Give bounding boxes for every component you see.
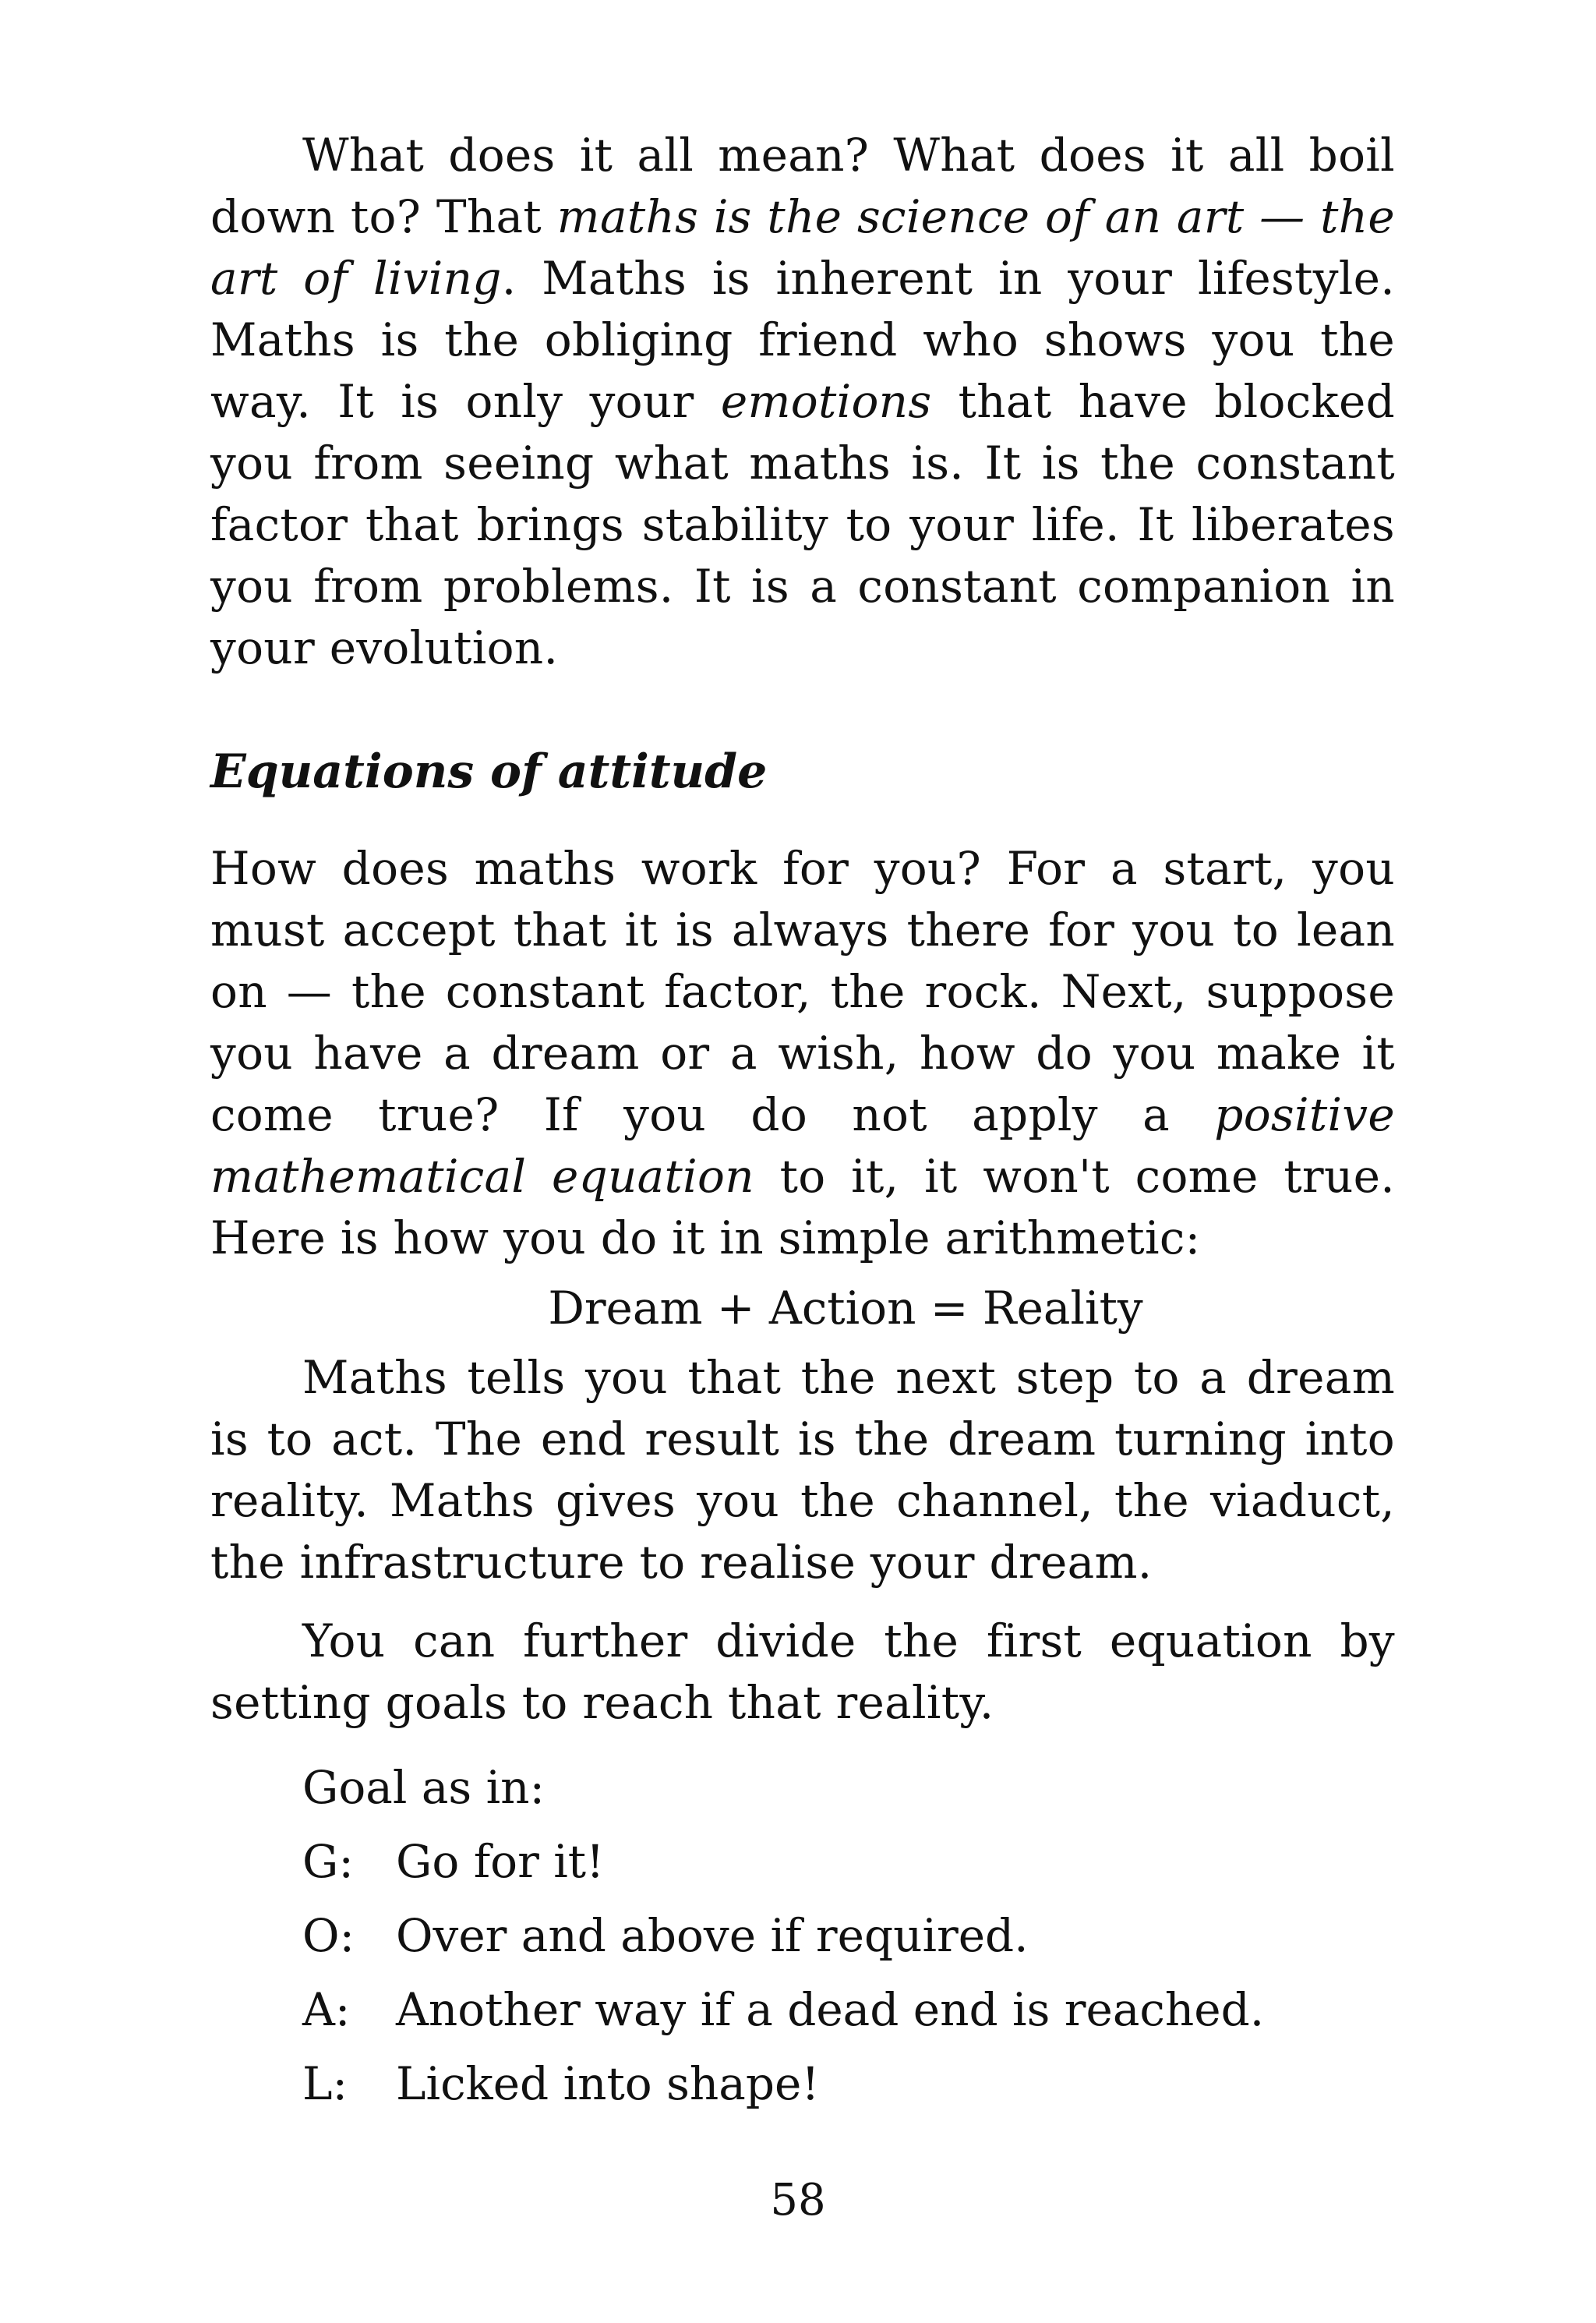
section-paragraph-3: You can further divide the first equation by setting goals to reach that reality. — [210, 1614, 1395, 1729]
p1-text-b: to it, it won't come true. Here is how you do it in simple arithmetic: — [210, 1150, 1395, 1264]
goal-letter: A: — [302, 1983, 351, 2036]
intro-text-3: that have blocked you from seeing what maths is. It is the constant factor that brings stability to your life. It liberates you from problems. It is a constant companion in your evolution. — [210, 375, 1395, 674]
goal-item — [210, 1825, 1395, 1899]
intro-paragraph — [210, 125, 1395, 679]
intro-text-1: What does it all mean? What does it all boil down to? That — [210, 129, 1395, 243]
intro-text-2: . Maths is inherent in your lifestyle. Maths is the obliging friend who shows you the way. It is only your — [210, 252, 1396, 428]
goal-intro: Goal as in: — [302, 1761, 546, 1814]
equation: Dream + Action = Reality — [548, 1282, 1143, 1335]
goal-letter: O: — [302, 1909, 355, 1962]
goal-letter: L: — [302, 2057, 348, 2110]
section-heading: Equations of attitude — [210, 744, 768, 799]
intro-emphasis-1: maths is the science of an art — the art of living — [210, 190, 1395, 305]
section-body — [210, 838, 1395, 2121]
goal-letter: G: — [302, 1835, 354, 1888]
goal-text: Go for it! — [396, 1835, 605, 1888]
page-body — [210, 125, 1396, 2110]
p1-text-a: How does maths work for you? For a start, you must accept that it is always there for you to lean on — the constant factor, the rock. Next, suppose you have a dream or a wish, how do you make it come true? If you do not apply a — [210, 842, 1395, 1141]
goal-text: Over and above if required. — [396, 1909, 1029, 1962]
goal-item — [210, 1899, 1395, 1973]
goal-text: Another way if a dead end is reached. — [396, 1983, 1265, 2036]
p1-emphasis: positive mathematical equation — [210, 1088, 1395, 1203]
goal-text: Licked into shape! — [396, 2057, 820, 2110]
section-paragraph-1 — [210, 838, 1395, 1269]
page-number: 58 — [770, 2175, 826, 2226]
intro-emphasis-2: emotions — [720, 375, 932, 428]
section-paragraph-2: Maths tells you that the next step to a dream is to act. The end result is the dream turning into reality. Maths gives you the channel, the viaduct, the infrastructure to realise your dream. — [210, 1351, 1395, 1589]
goal-item — [210, 2047, 1395, 2121]
goal-item — [210, 1973, 1395, 2047]
